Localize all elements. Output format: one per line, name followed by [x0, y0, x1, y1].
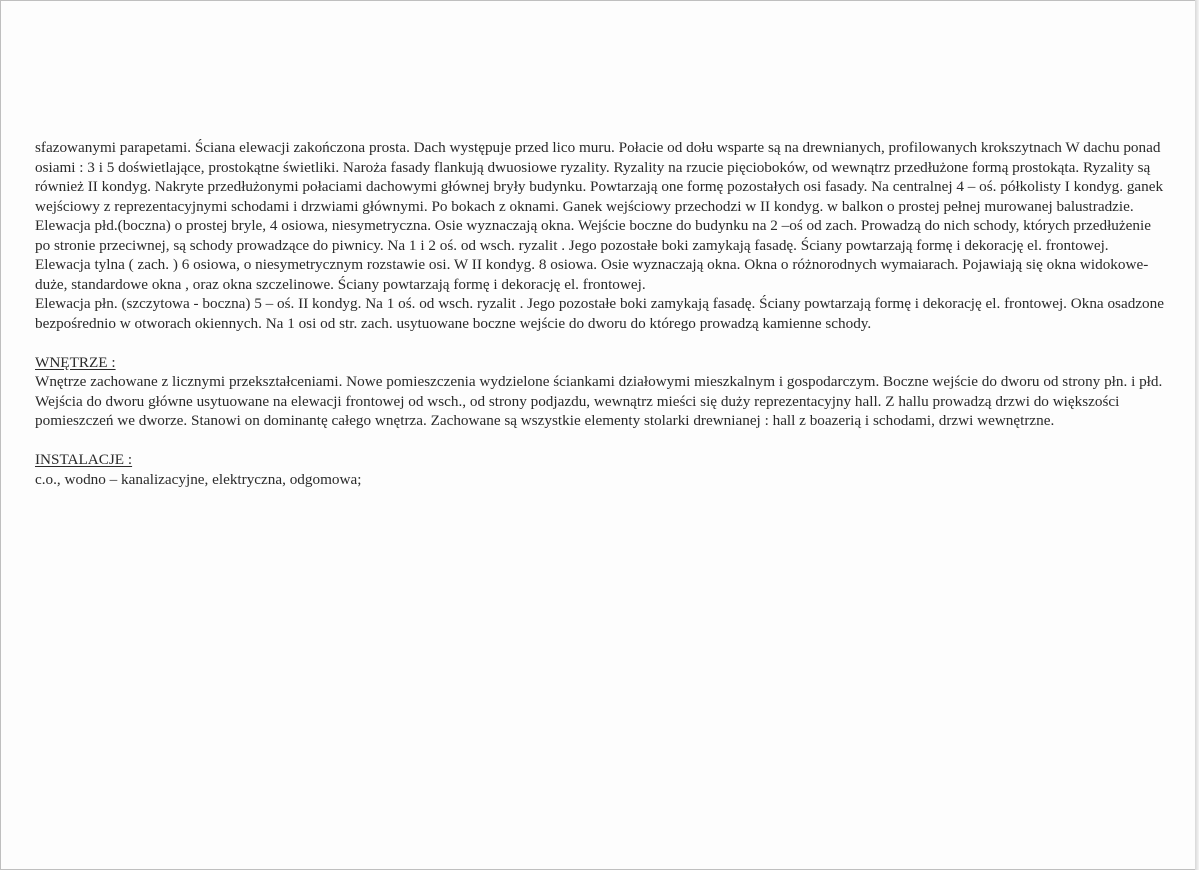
paragraph-north-elevation: Elewacja płn. (szczytowa - boczna) 5 – oś. II kondyg. Na 1 oś. od wsch. ryzalit . Jego pozostałe boki zamykają fasadę. Ściany powtarzają formę i dekorację el. frontowej. Okna osadzone bezpośrednio w otworach okiennych. Na 1 osi od str. zach. usytuowane boczne wejście do dworu do którego prowadzą kamienne schody.: [35, 295, 1164, 332]
section-spacer: [35, 333, 1165, 353]
document-body: [35, 138, 1165, 489]
paragraph-south-elevation: Elewacja płd.(boczna) o prostej bryle, 4 osiowa, niesymetryczna. Osie wyznaczają okna. Wejście boczne do budynku na 2 –oś od zach. Prowadzą do nich schody, których przedłużenie po stronie przeciwnej, są schody prowadzące do piwnicy. Na 1 i 2 oś. od wsch. ryzalit . Jego pozostałe boki zamykają fasadę. Ściany powtarzają formę i dekorację el. frontowej.: [35, 217, 1151, 254]
installations-heading: INSTALACJE :: [35, 451, 133, 468]
installations-text: c.o., wodno – kanalizacyjne, elektryczna, odgomowa;: [35, 470, 362, 488]
section-spacer: [35, 431, 1165, 451]
paragraph-facade-continued: sfazowanymi parapetami. Ściana elewacji zakończona prosta. Dach występuje przed lico muru. Połacie od dołu wsparte są na drewnianych, profilowanych krokszytnach W dachu ponad osiami : 3 i 5 doświetlające, prostokątne świetliki. Naroża fasady flankują dwuosiowe ryzality. Ryzality na rzucie pięcioboków, od wewnątrz przedłużone formą prostokąta. Ryzality są również II kondyg. Nakryte przedłużonymi połaciami dachowymi głównej bryły budynku. Powtarzają one formę pozostałych osi fasady. Na centralnej 4 – oś. półkolisty I kondyg. ganek wejściowy z reprezentacyjnymi schodami i drzwiami głównymi. Po bokach z oknami. Ganek wejściowy przechodzi w II kondyg. w balkon o prostej pełnej murowanej balustradzie.: [35, 139, 1164, 215]
interior-heading: WNĘTRZE :: [35, 353, 116, 371]
interior-text: Wnętrze zachowane z licznymi przekształceniami. Nowe pomieszczenia wydzielone ściankami działowymi mieszkalnym i gospodarczym. Boczne wejście do dworu od strony płn. i płd. Wejścia do dworu główne usytuowane na elewacji frontowej od wsch., od strony podjazdu, wewnątrz mieści się duży reprezentacyjny hall. Z hallu prowadzą drzwi do większości pomieszczeń we dworze. Stanowi on dominantę całego wnętrza. Zachowane są wszystkie elementy stolarki drewnianej : hall z boazerią i schodami, drzwi wewnętrzne.: [35, 373, 1163, 429]
paragraph-rear-elevation: Elewacja tylna ( zach. ) 6 osiowa, o niesymetrycznym rozstawie osi. W II kondyg. 8 osiowa. Osie wyznaczają okna. Okna o różnorodnych wymaiarach. Pojawiają się okna widokowe-duże, standardowe okna , oraz okna szczelinowe. Ściany powtarzają formę i dekorację el. frontowej.: [35, 256, 1149, 293]
scan-edge-shadow: [1195, 0, 1199, 870]
